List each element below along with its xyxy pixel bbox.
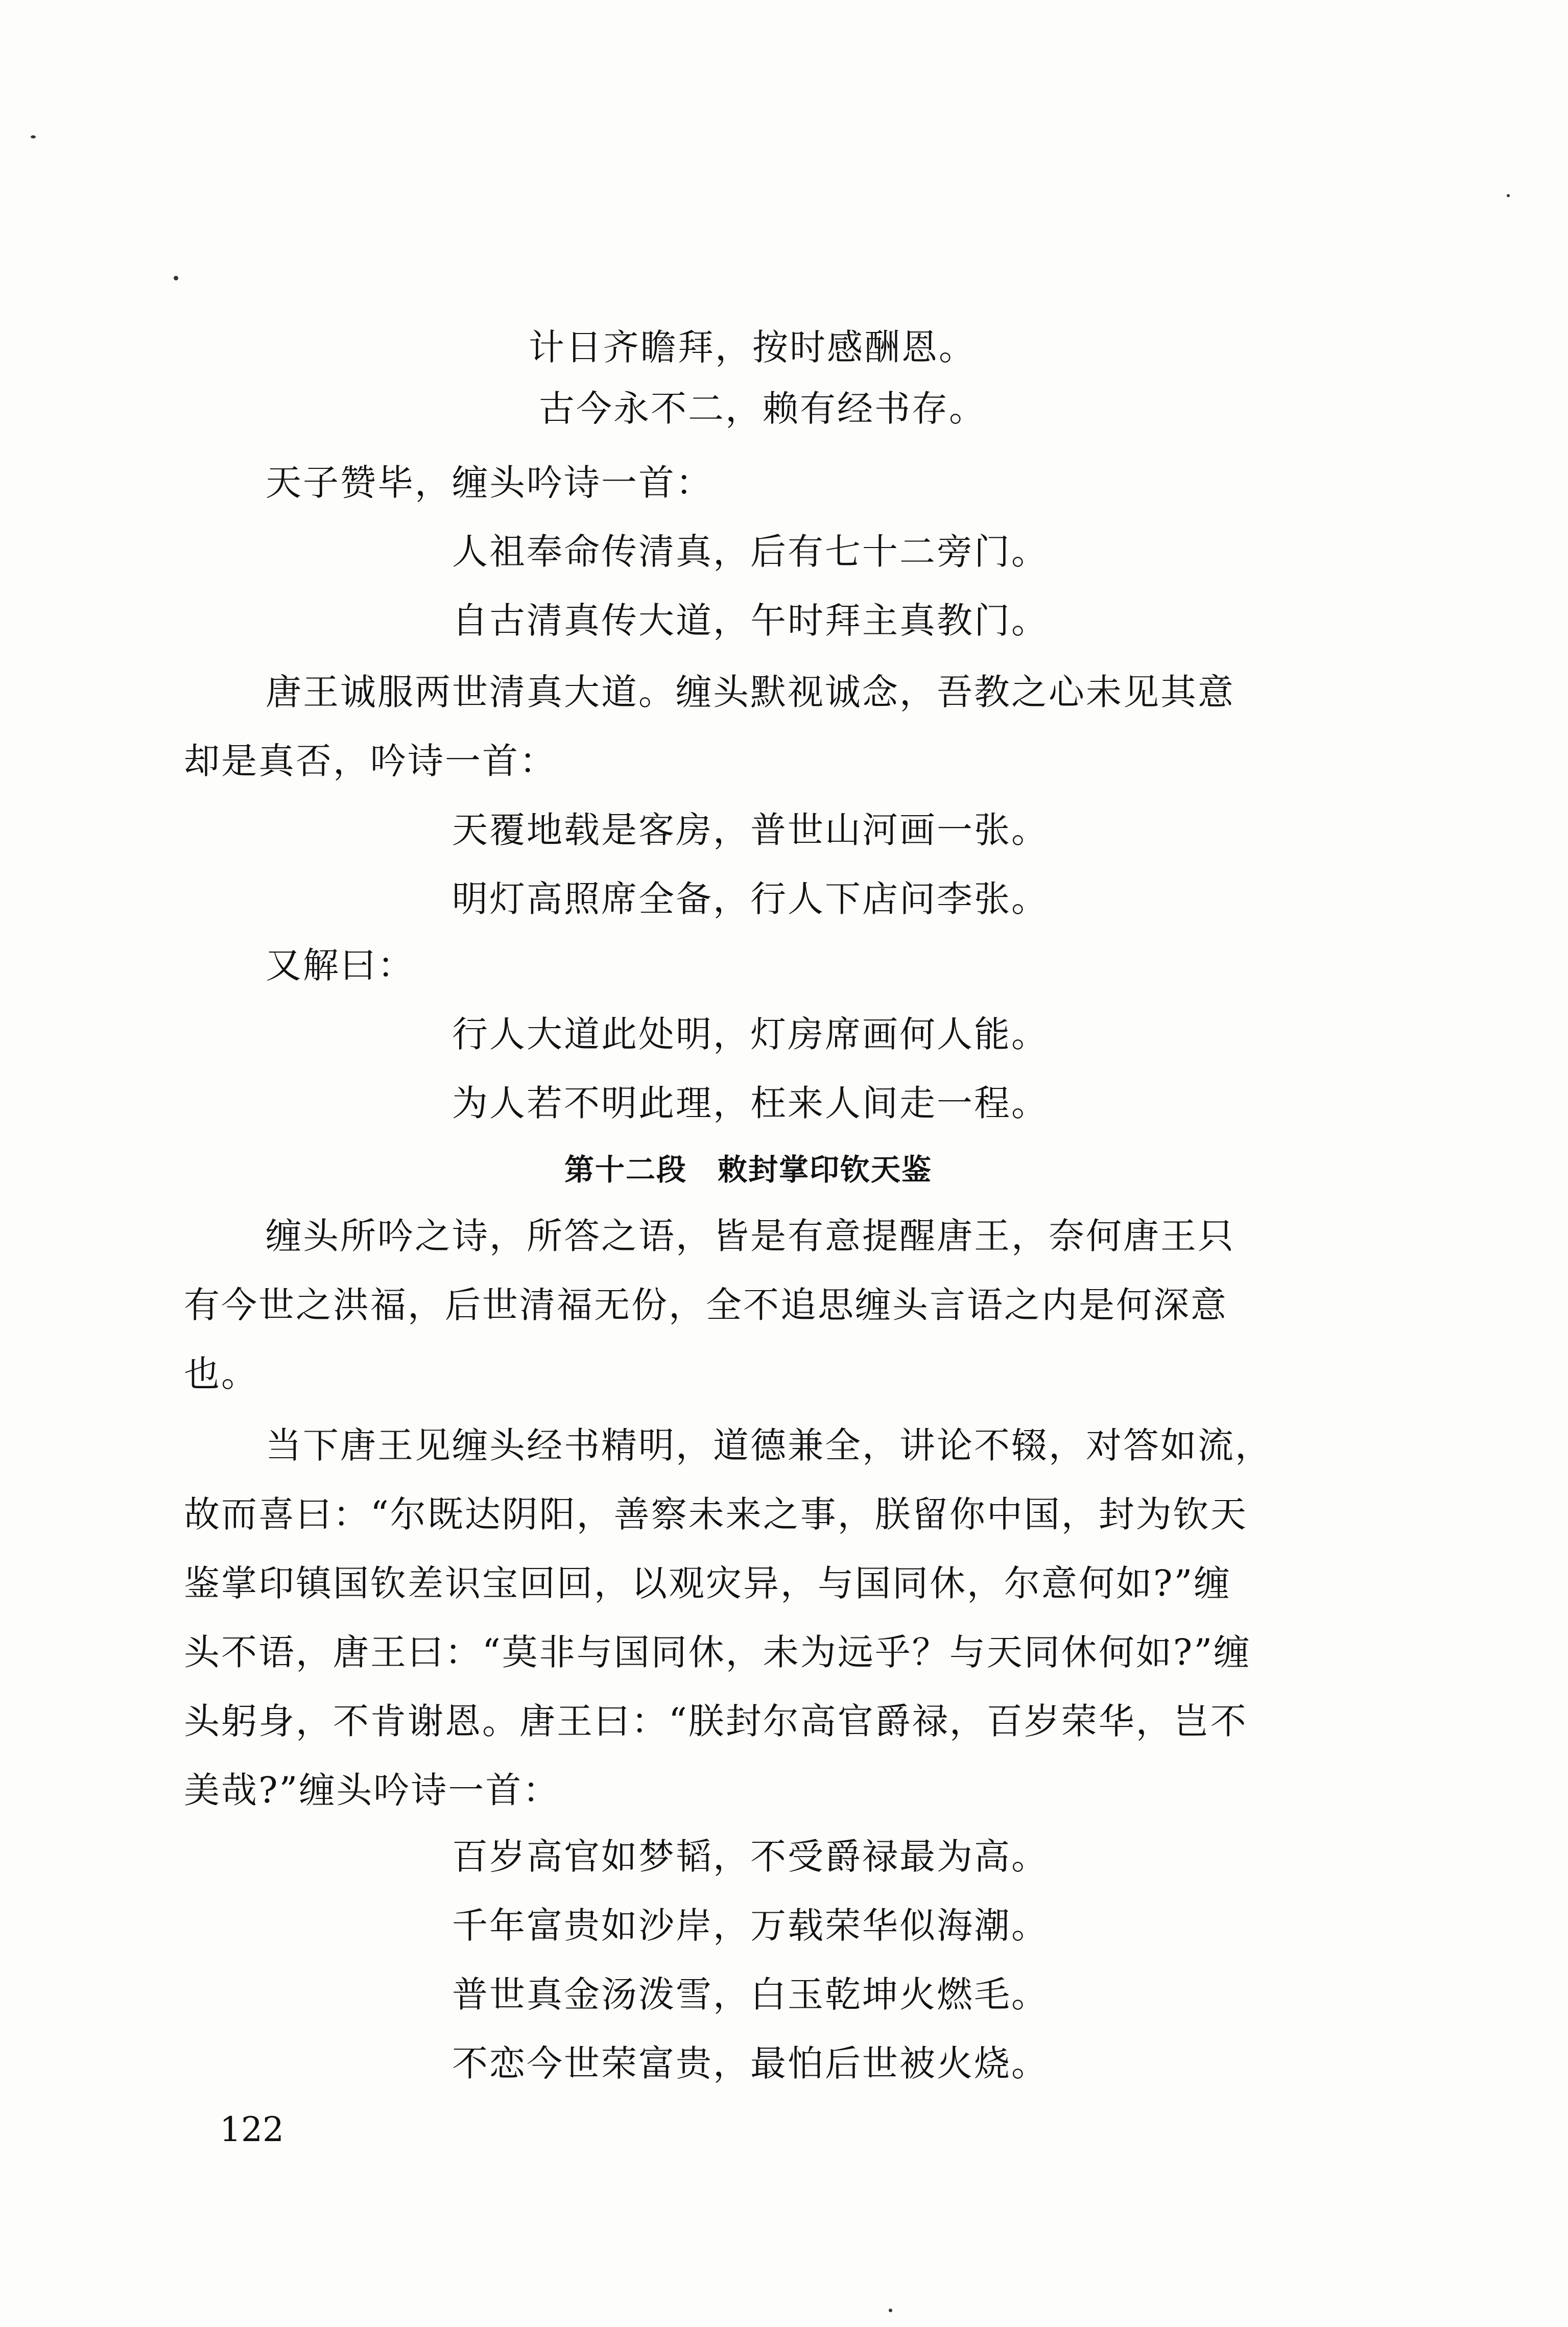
paragraph-line: 当下唐王见缠头经书精明，道德兼全，讲论不辍，对答如流， bbox=[266, 1424, 1272, 1466]
poem-line: 古今永不二，赖有经书存。 bbox=[539, 388, 986, 430]
paragraph-line: 天子赞毕，缠头吟诗一首： bbox=[266, 462, 713, 504]
poem-line: 不恋今世荣富贵，最怕后世被火烧。 bbox=[452, 2043, 1049, 2084]
poem-line: 为人若不明此理，枉来人间走一程。 bbox=[452, 1082, 1049, 1124]
section-heading: 第十二段 敕封掌印钦天鉴 bbox=[564, 1152, 933, 1187]
paragraph-line: 又解曰： bbox=[266, 944, 415, 986]
page-number: 122 bbox=[220, 2110, 284, 2149]
paragraph-line: 鉴掌印镇国钦差识宝回回，以观灾异，与国同休，尔意何如?”缠 bbox=[184, 1562, 1231, 1604]
poem-line: 人祖奉命传清真，后有七十二旁门。 bbox=[452, 531, 1049, 573]
scan-speck bbox=[31, 135, 36, 138]
poem-line: 计日齐瞻拜，按时感酬恩。 bbox=[529, 326, 976, 368]
poem-line: 普世真金汤泼雪，白玉乾坤火燃毛。 bbox=[452, 1974, 1049, 2015]
paragraph-line: 故而喜曰：“尔既达阴阳，善察未来之事，朕留你中国，封为钦天 bbox=[184, 1493, 1248, 1535]
poem-line: 自古清真传大道，午时拜主真教门。 bbox=[452, 600, 1049, 642]
poem-line: 行人大道此处明，灯房席画何人能。 bbox=[452, 1013, 1049, 1055]
paragraph-line: 却是真否，吟诗一首： bbox=[184, 740, 557, 782]
paragraph-line: 缠头所吟之诗，所答之语，皆是有意提醒唐王，奈何唐王只 bbox=[266, 1215, 1235, 1257]
paragraph-line: 头躬身，不肯谢恩。唐王曰：“朕封尔高官爵禄，百岁荣华，岂不 bbox=[184, 1700, 1248, 1742]
paragraph-line: 美哉?”缠头吟诗一首： bbox=[184, 1769, 560, 1811]
scan-speck bbox=[1507, 194, 1510, 197]
paragraph-line: 唐王诚服两世清真大道。缠头默视诚念，吾教之心未见其意 bbox=[266, 671, 1235, 713]
poem-line: 明灯高照席全备，行人下店问李张。 bbox=[452, 878, 1049, 920]
poem-line: 千年富贵如沙岸，万载荣华似海潮。 bbox=[452, 1905, 1049, 1946]
poem-line: 天覆地载是客房，普世山河画一张。 bbox=[452, 809, 1049, 851]
paragraph-line: 也。 bbox=[184, 1353, 258, 1395]
scan-speck bbox=[889, 2309, 892, 2312]
scan-speck bbox=[174, 276, 178, 280]
paragraph-line: 有今世之洪福，后世清福无份，全不追思缠头言语之内是何深意 bbox=[184, 1284, 1228, 1326]
paragraph-line: 头不语，唐王曰：“莫非与国同休，未为远乎？与天同休何如?”缠 bbox=[184, 1631, 1251, 1673]
poem-line: 百岁高官如梦韬，不受爵禄最为高。 bbox=[452, 1836, 1049, 1878]
